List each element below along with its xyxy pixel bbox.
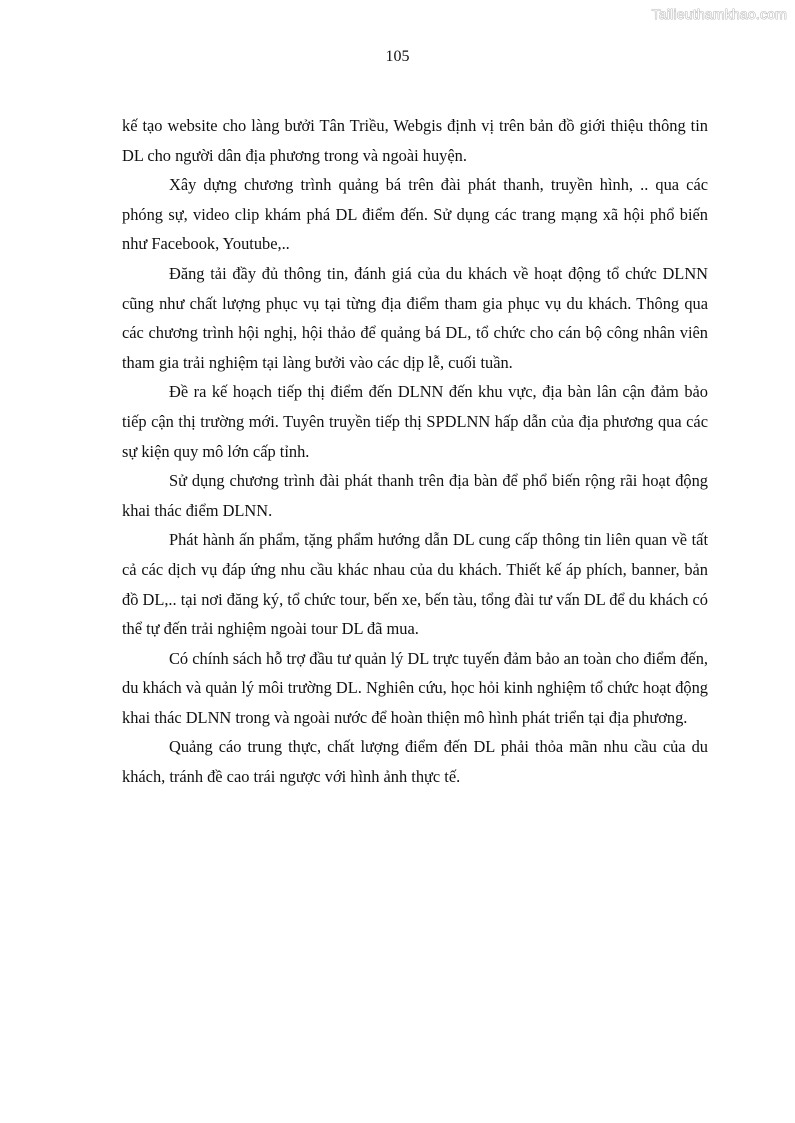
paragraph-visitor-reviews: Đăng tải đầy đủ thông tin, đánh giá của du khách về hoạt động tổ chức DLNN cũng như chất lượng phục vụ tại từng địa điểm tham gia phục vụ du khách. Thông qua các chương trình hội nghị, hội thảo để quảng bá DL, tổ chức cho cán bộ công nhân viên tham gia trải nghiệm tại làng bưởi vào các dịp lễ, cuối tuần. <box>122 263 708 372</box>
paragraph-local-radio: Sử dụng chương trình đài phát thanh trên địa bàn để phổ biến rộng rãi hoạt động khai thác điểm DLNN. <box>122 471 708 520</box>
paragraph-publications: Phát hành ấn phẩm, tặng phẩm hướng dẫn DL cung cấp thông tin liên quan về tất cả các dịch vụ đáp ứng nhu cầu khác nhau của du khách. Thiết kế áp phích, banner, bản đồ DL,.. tại nơi đăng ký, tổ chức tour, bến xe, bến tàu, tổng đài tư vấn DL để du khách có thể tự đến trải nghiệm ngoài tour DL đã mua. <box>122 530 708 639</box>
paragraph-continuation: kế tạo website cho làng bưởi Tân Triều, Webgis định vị trên bản đồ giới thiệu thông tin DL cho người dân địa phương trong và ngoài huyện. <box>122 116 708 165</box>
watermark: Tailieuthamkhao.com <box>651 6 787 22</box>
paragraph-investment-policy: Có chính sách hỗ trợ đầu tư quản lý DL trực tuyến đảm bảo an toàn cho điểm đến, du khách và quản lý môi trường DL. Nghiên cứu, học hỏi kinh nghiệm tổ chức hoạt động khai thác DLNN trong và ngoài nước để hoàn thiện mô hình phát triển tại địa phương. <box>122 648 708 727</box>
paragraph-marketing-plan: Đề ra kế hoạch tiếp thị điểm đến DLNN đến khu vực, địa bàn lân cận đảm bảo tiếp cận thị trường mới. Tuyên truyền tiếp thị SPDLNN hấp dẫn của địa phương qua các sự kiện quy mô lớn cấp tỉnh. <box>122 382 708 461</box>
page-number: 105 <box>385 48 410 65</box>
paragraph-honest-advertising: Quảng cáo trung thực, chất lượng điểm đến DL phải thỏa mãn nhu cầu của du khách, tránh đề cao trái ngược với hình ảnh thực tế. <box>122 737 708 787</box>
paragraph-radio-tv-promotion: Xây dựng chương trình quảng bá trên đài phát thanh, truyền hình, .. qua các phóng sự, video clip khám phá DL điểm đến. Sử dụng các trang mạng xã hội phổ biến như Facebook, Youtube,.. <box>122 175 708 254</box>
document-body <box>122 111 708 792</box>
